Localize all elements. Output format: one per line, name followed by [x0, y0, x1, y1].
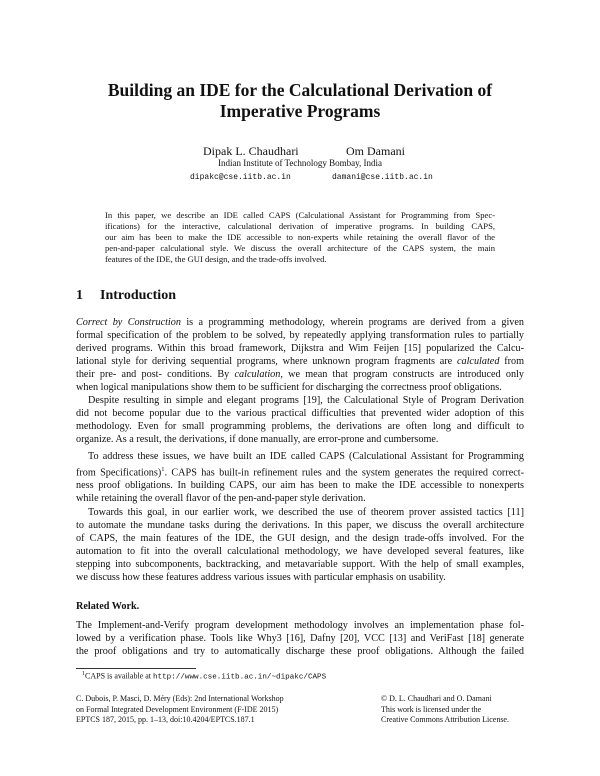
footer-line: Creative Commons Attribution License. [381, 715, 509, 724]
text-run: lational style for deriving sequential programs, where unknown program fragments are [76, 356, 457, 367]
body-line [76, 463, 524, 479]
body-line: formal specification of the problem to be solved, by repeatedly applying transformation rules to partially [76, 330, 524, 341]
title-line-1: Building an IDE for the Calculational Derivation of [107, 80, 493, 100]
footer-license [381, 694, 509, 726]
section-heading [76, 288, 176, 304]
body-line [76, 368, 524, 381]
abstract [105, 210, 495, 265]
body-line: derived programs. Within this broad framework, Dijkstra and Wim Feijen [15] popularized the Calcu- [76, 343, 524, 354]
abstract-line: our aim has been to make the IDE accessible to non-experts while retaining the overall flavor of the [105, 232, 495, 243]
related-work-paragraph [76, 619, 524, 658]
affiliation: Indian Institute of Technology Bombay, India [217, 158, 383, 168]
text-run: is a programming methodology, wherein programs are derived from a given [180, 317, 524, 328]
intro-paragraph-4 [76, 506, 524, 584]
body-line: ness proof obligations. In building CAPS, our aim has been to make the IDE accessible to nonexperts [76, 480, 524, 492]
body-line: lowed by a verification phase. Tools like Why3 [16], Dafny [20], VCC [13] and VeriFast [18] generate [76, 633, 524, 644]
body-line: Towards this goal, in our earlier work, we described the use of theorem prover assisted tactics [11] [88, 507, 524, 518]
footer-line: C. Dubois, P. Masci, D. Méry (Eds): 2nd International Workshop [76, 694, 284, 703]
footnote-link[interactable]: http://www.cse.iitb.ac.in/~dipakc/CAPS [153, 673, 327, 682]
footnote [82, 671, 326, 682]
text-run: , we mean that program constructs are introduced only [280, 369, 524, 380]
body-line: stepping into subcomponents, backtracking, and metavariable support. With the help of small examples, [76, 559, 524, 570]
body-line: the proof obligations and try to automatically discharge these proof obligations. Although the failed [76, 646, 524, 657]
abstract-line: ifications) for the interactive, calculational derivation of imperative programs. In building CAPS, [105, 221, 495, 232]
text-run: from Specifications) [76, 467, 162, 479]
text-run: their pre- and post- conditions. By [76, 369, 235, 380]
intro-paragraph-1 [76, 316, 524, 394]
body-line: To address these issues, we have built an IDE called CAPS (Calculational Assistant for Programming [88, 451, 524, 462]
text-run: . CAPS has built-in refinement rules and the system generates the required correct- [164, 467, 524, 479]
email-1[interactable]: dipakc@cse.iitb.ac.in [190, 173, 291, 182]
abstract-line: features of the IDE, the GUI design, and the trade-offs involved. [105, 254, 327, 265]
footer-line: This work is licensed under the [381, 704, 482, 714]
title-line-2: Imperative Programs [219, 101, 381, 121]
section-title: Introduction [100, 288, 176, 303]
body-line: automation to fit into the overall calculational methodology, we have developed several features, like [76, 546, 524, 557]
paper-title [60, 80, 540, 122]
abstract-line: In this paper, we describe an IDE called CAPS (Calculational Assistant for Programming from Spec- [105, 210, 495, 220]
footer-citation [76, 694, 284, 726]
footer-line: on Formal Integrated Development Environment (F-IDE 2015) [76, 704, 279, 714]
body-line: did not become popular due to the various practical difficulties that prevented wider adoption of this [76, 408, 524, 419]
related-work-heading: Related Work. [76, 601, 140, 612]
body-line: when logical manipulations show them to be sufficient for discharging the correctness proof obligations. [76, 382, 502, 393]
body-line: while retaining the overall flavor of the pen-and-paper style derivation. [76, 493, 366, 505]
author-1: Dipak L. Chaudhari [203, 144, 299, 158]
body-line: The Implement-and-Verify program development methodology involves an implementation phase fol- [76, 620, 524, 631]
body-line: to automate the mundane tasks during the derivations. In this paper, we discuss the overall architecture [76, 520, 524, 531]
section-number: 1 [76, 288, 83, 303]
intro-paragraph-2 [76, 394, 524, 446]
body-line: methodology. Even for small programming problems, the derivations are often long and difficult to [76, 421, 524, 432]
abstract-line: pen-and-paper calculational style. We discuss the overall architecture of the CAPS system, the main [105, 243, 495, 254]
emphasis-text: calculated [456, 356, 500, 367]
body-line [76, 355, 524, 368]
emphasis-text: calculation [234, 369, 281, 380]
emphasis-text: Correct by Construction [76, 317, 181, 328]
text-run: from [499, 356, 524, 367]
footer-line: EPTCS 187, 2015, pp. 1–13, doi:10.4204/EPTCS.187.1 [76, 715, 255, 724]
footnote-rule [76, 668, 196, 669]
footnote-number: 1 [82, 671, 85, 677]
body-line [76, 316, 524, 329]
intro-paragraph-3 [76, 450, 524, 505]
author-2: Om Damani [346, 144, 405, 158]
body-line: Despite resulting in simple and elegant programs [19], the Calculational Style of Program Derivation [88, 395, 524, 406]
footer-line: © D. L. Chaudhari and O. Damani [381, 694, 492, 703]
body-line: we discuss how these features address various issues with particular emphasis on usability. [76, 572, 446, 583]
email-2[interactable]: damani@cse.iitb.ac.in [332, 173, 433, 182]
footnote-text: CAPS is available at [85, 671, 153, 681]
body-line: of CAPS, the main features of the IDE, the GUI design, and the design trade-offs involved. For the [76, 533, 524, 544]
footnote-mark[interactable]: 1 [161, 466, 165, 473]
body-line: organize. As a result, the derivations, if done manually, are error-prone and cumbersome. [76, 434, 439, 445]
